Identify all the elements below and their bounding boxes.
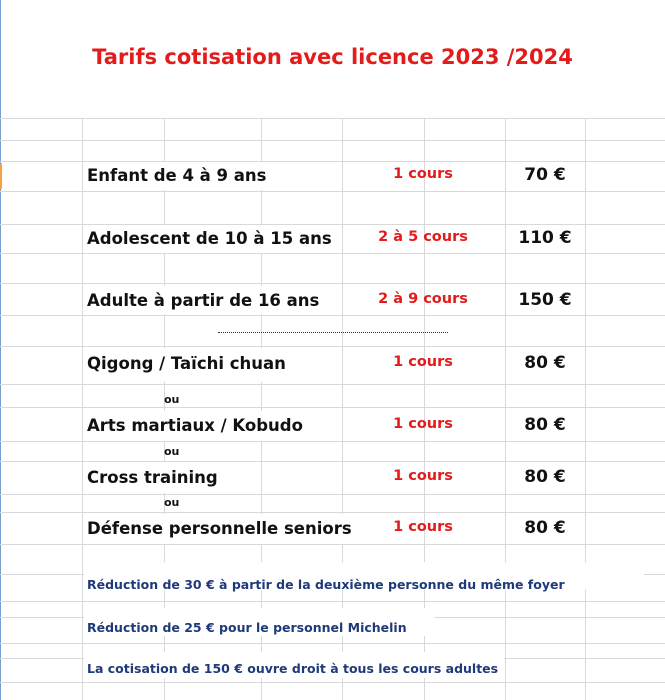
note-reduction-michelin[interactable]: Réduction de 25 € pour le personnel Michelin	[87, 620, 407, 635]
row-price-qigong[interactable]: 80 €	[524, 353, 566, 373]
row-label-defense[interactable]: Défense personnelle seniors	[87, 519, 352, 538]
grid-row-line	[0, 118, 665, 119]
grid-row-line	[0, 346, 665, 347]
note-reduction-foyer[interactable]: Réduction de 30 € à partir de la deuxième personne du même foyer	[87, 577, 565, 592]
grid-column-line	[505, 118, 506, 700]
row-price-defense[interactable]: 80 €	[524, 518, 566, 538]
grid-row-line	[0, 441, 665, 442]
grid-row-line	[0, 407, 665, 408]
row-label-arts-martiaux[interactable]: Arts martiaux / Kobudo	[87, 416, 303, 435]
grid-column-line	[82, 118, 83, 700]
row-price-arts-martiaux[interactable]: 80 €	[524, 415, 566, 435]
row-label-qigong[interactable]: Qigong / Taïchi chuan	[87, 354, 286, 373]
row-count-adulte[interactable]: 2 à 9 cours	[378, 291, 468, 307]
note-cotisation-adultes[interactable]: La cotisation de 150 € ouvre droit à tous les cours adultes	[87, 661, 499, 676]
row-count-arts-martiaux[interactable]: 1 cours	[393, 416, 453, 432]
cell-cursor-indicator	[0, 163, 2, 189]
row-price-adolescent[interactable]: 110 €	[518, 228, 572, 248]
grid-row-line	[0, 384, 665, 385]
row-count-enfant[interactable]: 1 cours	[393, 166, 453, 182]
row-price-enfant[interactable]: 70 €	[524, 165, 566, 185]
row-label-enfant[interactable]: Enfant de 4 à 9 ans	[87, 166, 267, 185]
row-count-qigong[interactable]: 1 cours	[393, 354, 453, 370]
row-price-cross-training[interactable]: 80 €	[524, 467, 566, 487]
grid-row-line	[0, 283, 665, 284]
row-count-defense[interactable]: 1 cours	[393, 519, 453, 535]
row-count-adolescent[interactable]: 2 à 5 cours	[378, 229, 468, 245]
row-label-adulte[interactable]: Adulte à partir de 16 ans	[87, 291, 320, 310]
dotted-separator	[218, 332, 448, 333]
grid-row-line	[0, 512, 665, 513]
grid-row-line	[0, 544, 665, 545]
row-count-cross-training[interactable]: 1 cours	[393, 468, 453, 484]
grid-row-line	[0, 140, 665, 141]
or-separator-3: ou	[164, 496, 180, 509]
page-title: Tarifs cotisation avec licence 2023 /2024	[92, 45, 573, 69]
row-label-cross-training[interactable]: Cross training	[87, 468, 218, 487]
window-edge	[0, 0, 1, 700]
row-label-adolescent[interactable]: Adolescent de 10 à 15 ans	[87, 229, 332, 248]
grid-row-line	[0, 315, 665, 316]
grid-row-line	[0, 682, 665, 683]
or-separator-1: ou	[164, 393, 180, 406]
grid-row-line	[0, 494, 665, 495]
grid-row-line	[0, 643, 665, 644]
grid-row-line	[0, 601, 665, 602]
grid-row-line	[0, 191, 665, 192]
grid-row-line	[0, 253, 665, 254]
grid-column-line	[585, 118, 586, 700]
row-price-adulte[interactable]: 150 €	[518, 290, 572, 310]
or-separator-2: ou	[164, 445, 180, 458]
